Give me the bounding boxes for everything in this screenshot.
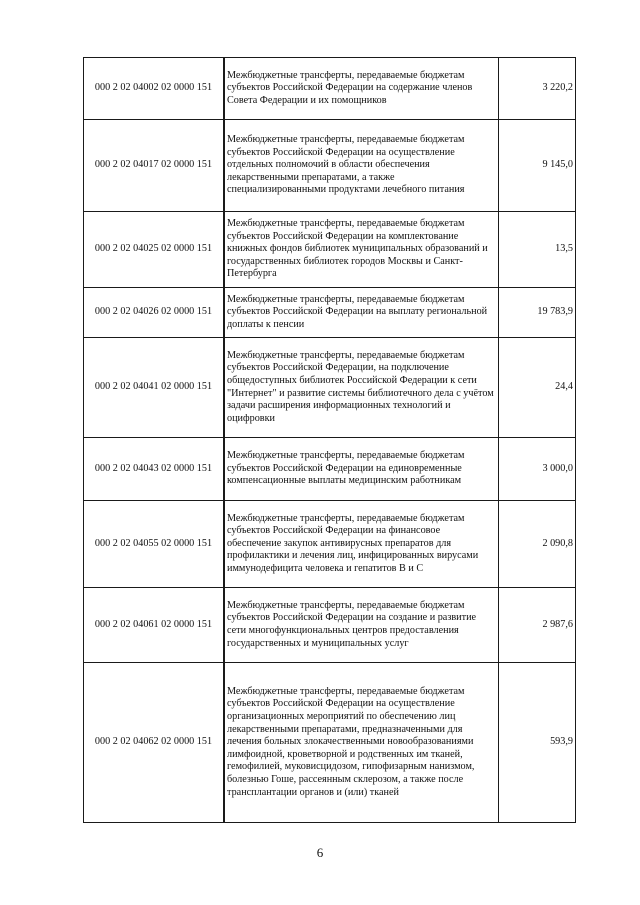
table-row	[84, 120, 576, 212]
budget-code: 000 2 02 04026 02 0000 151	[84, 288, 224, 338]
amount-value: 2 090,8	[499, 501, 576, 588]
transfer-description: Межбюджетные трансферты, передаваемые бюджетам субъектов Российской Федерации на комплектование книжных фондов библиотек муниципальных образований и государственных библиотек городов Москвы и Санкт-Петербурга	[224, 212, 499, 288]
budget-code: 000 2 02 04062 02 0000 151	[84, 663, 224, 823]
budget-table	[83, 57, 576, 823]
amount-value: 9 145,0	[499, 120, 576, 212]
budget-code: 000 2 02 04055 02 0000 151	[84, 501, 224, 588]
budget-code: 000 2 02 04017 02 0000 151	[84, 120, 224, 212]
table-row	[84, 588, 576, 663]
amount-value: 2 987,6	[499, 588, 576, 663]
amount-value: 19 783,9	[499, 288, 576, 338]
page-number: 6	[316, 845, 324, 860]
transfer-description: Межбюджетные трансферты, передаваемые бюджетам субъектов Российской Федерации на выплату региональной доплаты к пенсии	[224, 288, 499, 338]
amount-value: 13,5	[499, 212, 576, 288]
budget-code: 000 2 02 04025 02 0000 151	[84, 212, 224, 288]
table-row	[84, 501, 576, 588]
transfer-description: Межбюджетные трансферты, передаваемые бюджетам субъектов Российской Федерации на содержание членов Совета Федерации и их помощников	[224, 58, 499, 120]
transfer-description: Межбюджетные трансферты, передаваемые бюджетам субъектов Российской Федерации, на подключение общедоступных библиотек Российской Федерации к сети "Интернет" и развитие системы библиотечного дела с учётом задачи расширения информационных технологий и оцифровки	[224, 338, 499, 438]
budget-code: 000 2 02 04043 02 0000 151	[84, 438, 224, 501]
table-row	[84, 212, 576, 288]
transfer-description: Межбюджетные трансферты, передаваемые бюджетам субъектов Российской Федерации на осуществление организационных мероприятий по обеспечению лиц лекарственными препаратами, предназначенными для лечения больных злокачественными новообразованиями лимфоидной, кроветворной и родственных им тканей, гемофилией, муковисцидозом, гипофизарным нанизмом, болезнью Гоше, рассеянным склерозом, а также после трансплантации органов и (или) тканей	[224, 663, 499, 823]
amount-value: 3 000,0	[499, 438, 576, 501]
transfer-description: Межбюджетные трансферты, передаваемые бюджетам субъектов Российской Федерации на финансовое обеспечение закупок антивирусных препаратов для профилактики и лечения лиц, инфицированных вирусами иммунодефицита человека и гепатитов В и С	[224, 501, 499, 588]
amount-value: 3 220,2	[499, 58, 576, 120]
transfer-description: Межбюджетные трансферты, передаваемые бюджетам субъектов Российской Федерации на осуществление отдельных полномочий в области обеспечения лекарственными препаратами, а также специализированными продуктами лечебного питания	[224, 120, 499, 212]
table-row	[84, 288, 576, 338]
transfer-description: Межбюджетные трансферты, передаваемые бюджетам субъектов Российской Федерации на единовременные компенсационные выплаты медицинским работникам	[224, 438, 499, 501]
table-row	[84, 58, 576, 120]
transfer-description: Межбюджетные трансферты, передаваемые бюджетам субъектов Российской Федерации на создание и развитие сети многофункциональных центров предоставления государственных и муниципальных услуг	[224, 588, 499, 663]
amount-value: 593,9	[499, 663, 576, 823]
amount-value: 24,4	[499, 338, 576, 438]
table-row	[84, 663, 576, 823]
budget-code: 000 2 02 04061 02 0000 151	[84, 588, 224, 663]
budget-code: 000 2 02 04002 02 0000 151	[84, 58, 224, 120]
table-row	[84, 338, 576, 438]
budget-code: 000 2 02 04041 02 0000 151	[84, 338, 224, 438]
table-row	[84, 438, 576, 501]
